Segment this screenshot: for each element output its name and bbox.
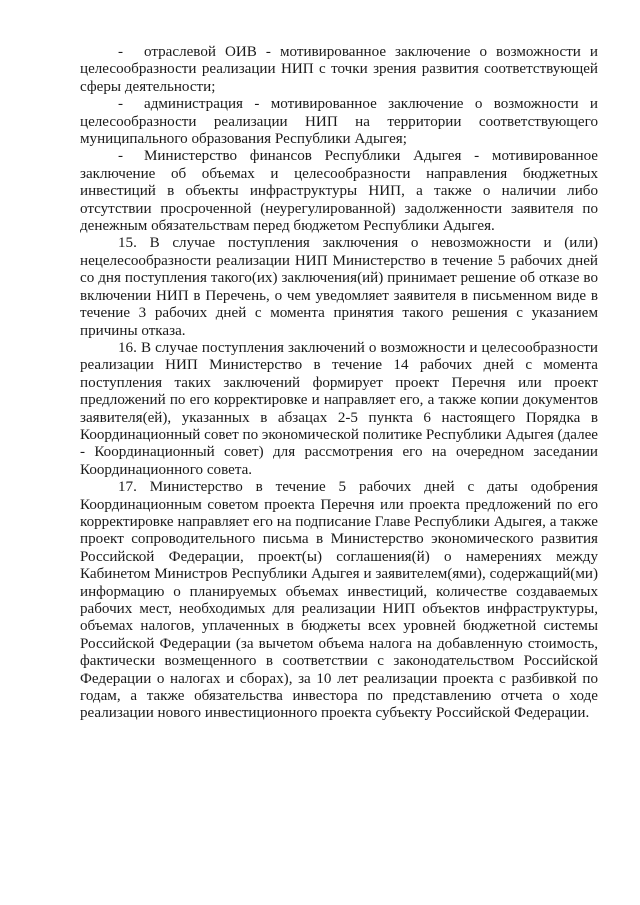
paragraph-item-15: 15. В случае поступления заключения о невозможности и (или) нецелесообразности реализации НИП Министерство в течение 5 рабочих дней со дня поступления такого(их) заключения(ий) принимает решение об отказе во включении НИП в Перечень, о чем уведомляет заявителя в письменном виде в течение 3 рабочих дней с момента принятия такого решения с указанием причины отказа. (80, 235, 598, 339)
dash-marker: - (118, 44, 124, 60)
paragraph-dash-ministry-finance (80, 148, 598, 235)
dash-marker: - (118, 148, 124, 165)
dash-marker: - (118, 96, 124, 113)
paragraph-text: Министерство финансов Республики Адыгея - мотивированное заключение об объемах и целесообразности направления бюджетных инвестиций в объекты инфраструктуры НИП, а также о наличии либо отсутствии просроченной (неурегулированной) задолженности заявителя по денежным обязательствам перед бюджетом Республики Адыгея. (80, 148, 598, 235)
paragraph-dash-administration (80, 96, 598, 148)
paragraph-item-17: 17. Министерство в течение 5 рабочих дней с даты одобрения Координационным советом проекта Перечня или проекта предложений по его корректировке направляет его на подписание Главе Республики Адыгея, а также проект сопроводительного письма в Министерство экономического развития Российской Федерации, проект(ы) соглашения(й) о намерениях между Кабинетом Министров Республики Адыгея и заявителем(ями), содержащий(ми) информацию о планируемых объемах инвестиций, количестве создаваемых рабочих мест, необходимых для реализации НИП объектов инфраструктуры, объемах налогов, уплаченных в бюджеты всех уровней бюджетной системы Российской Федерации (за вычетом объема налога на добавленную стоимость, фактически возмещенного в соответствии с законодательством Российской Федерации о налогах и сборах), за 10 лет реализации проекта с разбивкой по годам, а также обязательства инвестора по представлению отчета о ходе реализации нового инвестиционного проекта субъекту Российской Федерации. (80, 479, 598, 722)
paragraph-dash-industry-oiv (80, 44, 598, 96)
paragraph-item-16: 16. В случае поступления заключений о возможности и целесообразности реализации НИП Министерство в течение 14 рабочих дней с момента поступления таких заключений формирует проект Перечня или проект предложений по его корректировке и направляет его, а также копии документов заявителя(ей), указанных в абзацах 2-5 пункта 6 настоящего Порядка в Координационный совет по экономической политике Республики Адыгея (далее - Координационный совет) для рассмотрения его на очередном заседании Координационного совета. (80, 339, 599, 478)
paragraph-text: администрация - мотивированное заключение о возможности и целесообразности реализации НИП на территории соответствующего муниципального образования Республики Адыгея; (80, 96, 598, 148)
paragraph-text: отраслевой ОИВ - мотивированное заключение о возможности и целесообразности реализации НИП с точки зрения развития соответствующей сферы деятельности; (80, 44, 598, 95)
